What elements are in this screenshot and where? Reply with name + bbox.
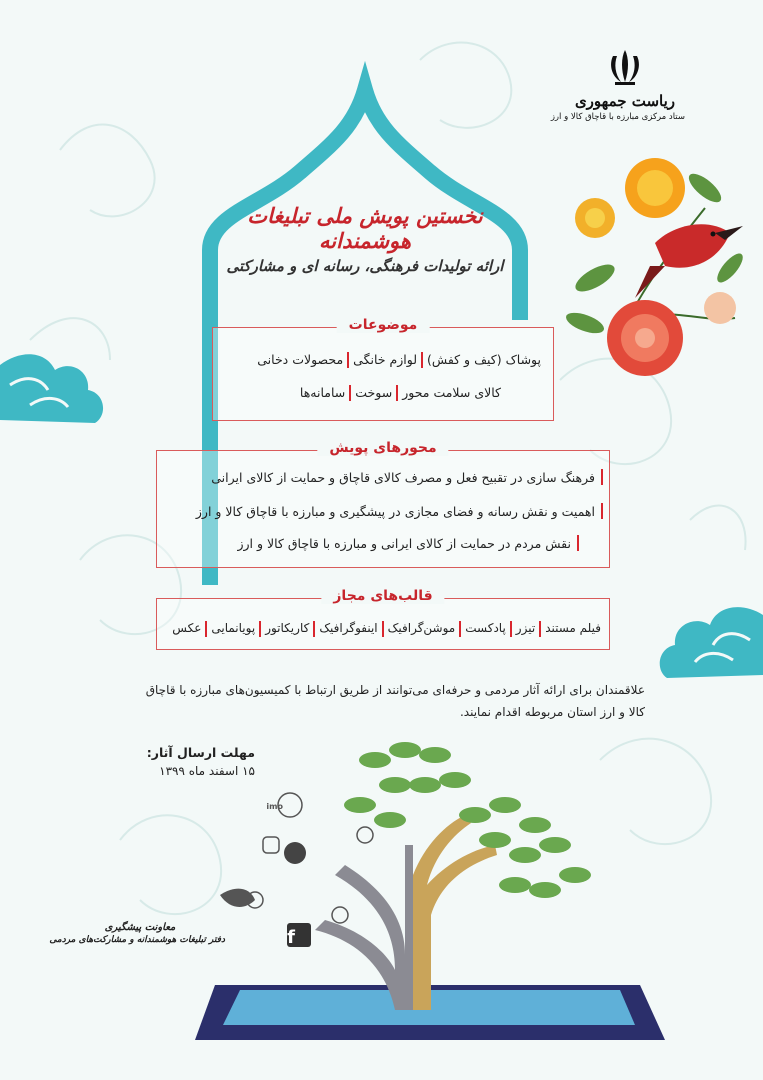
separator [396, 385, 398, 401]
twitter-icon [220, 889, 255, 907]
tree-smartphone-illustration [195, 725, 675, 1050]
topic-item: محصولات دخانی [257, 352, 344, 367]
smiley-icon [332, 907, 348, 923]
instagram-icon [263, 837, 279, 853]
axis-item [237, 535, 579, 551]
separator [347, 352, 349, 368]
facebook-glyph: f [287, 927, 295, 948]
axis-item [196, 503, 603, 519]
smiley-icon [357, 827, 373, 843]
topics-box [212, 317, 554, 421]
deadline-value: ۱۵ اسفند ماه ۱۳۹۹ [159, 764, 255, 778]
format-item: اینفوگرافیک [319, 621, 378, 635]
axes-box [156, 440, 610, 568]
org-title: ریاست جمهوری [574, 92, 676, 110]
separator [577, 535, 579, 551]
signature-line-1: معاونت پیشگیری [104, 922, 176, 933]
topic-item: پوشاک (کیف و کفش) [427, 352, 541, 367]
separator [601, 503, 603, 519]
separator [313, 621, 315, 637]
axis-text: نقش مردم در حمایت از کالای ایرانی و مبارزه با قاچاق کالا و ارز [237, 535, 571, 551]
separator [459, 621, 461, 637]
axis-item [211, 469, 603, 485]
presidency-emblem [550, 48, 685, 122]
imo-glyph: imo [266, 802, 283, 811]
separator [382, 621, 384, 637]
separator [205, 621, 207, 637]
axis-text: فرهنگ سازی در تقبیح فعل و مصرف کالای قاچاق و حمایت از کالای ایرانی [211, 469, 595, 485]
campaign-title: نخستین پویش ملی تبلیغات هوشمندانه [247, 203, 483, 253]
topics-heading: موضوعات [337, 317, 430, 333]
emblem-logo-icon [605, 48, 645, 86]
cloud-left-decoration [0, 345, 110, 435]
format-item: پادکست [465, 621, 506, 635]
topics-row-2 [296, 385, 505, 401]
separator [421, 352, 423, 368]
deadline-label: مهلت ارسال آثار: [146, 745, 255, 760]
topic-item: کالای سلامت محور [402, 385, 501, 400]
topic-item: لوازم خانگی [353, 352, 417, 367]
formats-heading: قالب‌های مجاز [321, 588, 444, 604]
topics-row-1 [253, 352, 545, 368]
separator [539, 621, 541, 637]
separator [510, 621, 512, 637]
campaign-subtitle: ارائه تولیدات فرهنگی، رسانه ای و مشارکتی [226, 257, 504, 275]
signature-line-2: دفتر تبلیغات هوشمندانه و مشارکت‌های مردمی [49, 935, 225, 945]
formats-row [168, 621, 605, 637]
formats-box [156, 588, 610, 650]
participation-note [145, 679, 645, 723]
format-item: عکس [172, 621, 202, 635]
separator [349, 385, 351, 401]
format-item: کاریکاتور [265, 621, 310, 635]
topic-item: سامانه‌ها [299, 385, 346, 400]
format-item: تیزر [515, 621, 536, 635]
note-line-1: علاقمندان برای ارائه آثار مردمی و حرفه‌ای می‌توانند از طریق ارتباط با کمیسیون‌های مبارزه با قاچاق [145, 683, 645, 697]
note-line-2: کالا و ارز استان مربوطه اقدام نمایند. [459, 705, 645, 719]
format-item: پویانمایی [211, 621, 256, 635]
cloud-right-decoration [655, 600, 763, 690]
separator [601, 469, 603, 485]
separator [259, 621, 261, 637]
format-item: موشن‌گرافیک [387, 621, 456, 635]
axes-heading: محورهای پویش [317, 440, 448, 456]
pinterest-icon [284, 842, 306, 864]
flowers-bird-illustration [555, 148, 750, 383]
signature [49, 922, 225, 945]
axis-text: اهمیت و نقش رسانه و فضای مجازی در پیشگیری و مبارزه با قاچاق کالا و ارز [195, 503, 595, 519]
topic-item: سوخت [355, 385, 393, 400]
format-item: فیلم مستند [545, 621, 601, 635]
org-subtitle: ستاد مرکزی مبارزه با قاچاق کالا و ارز [550, 112, 685, 122]
